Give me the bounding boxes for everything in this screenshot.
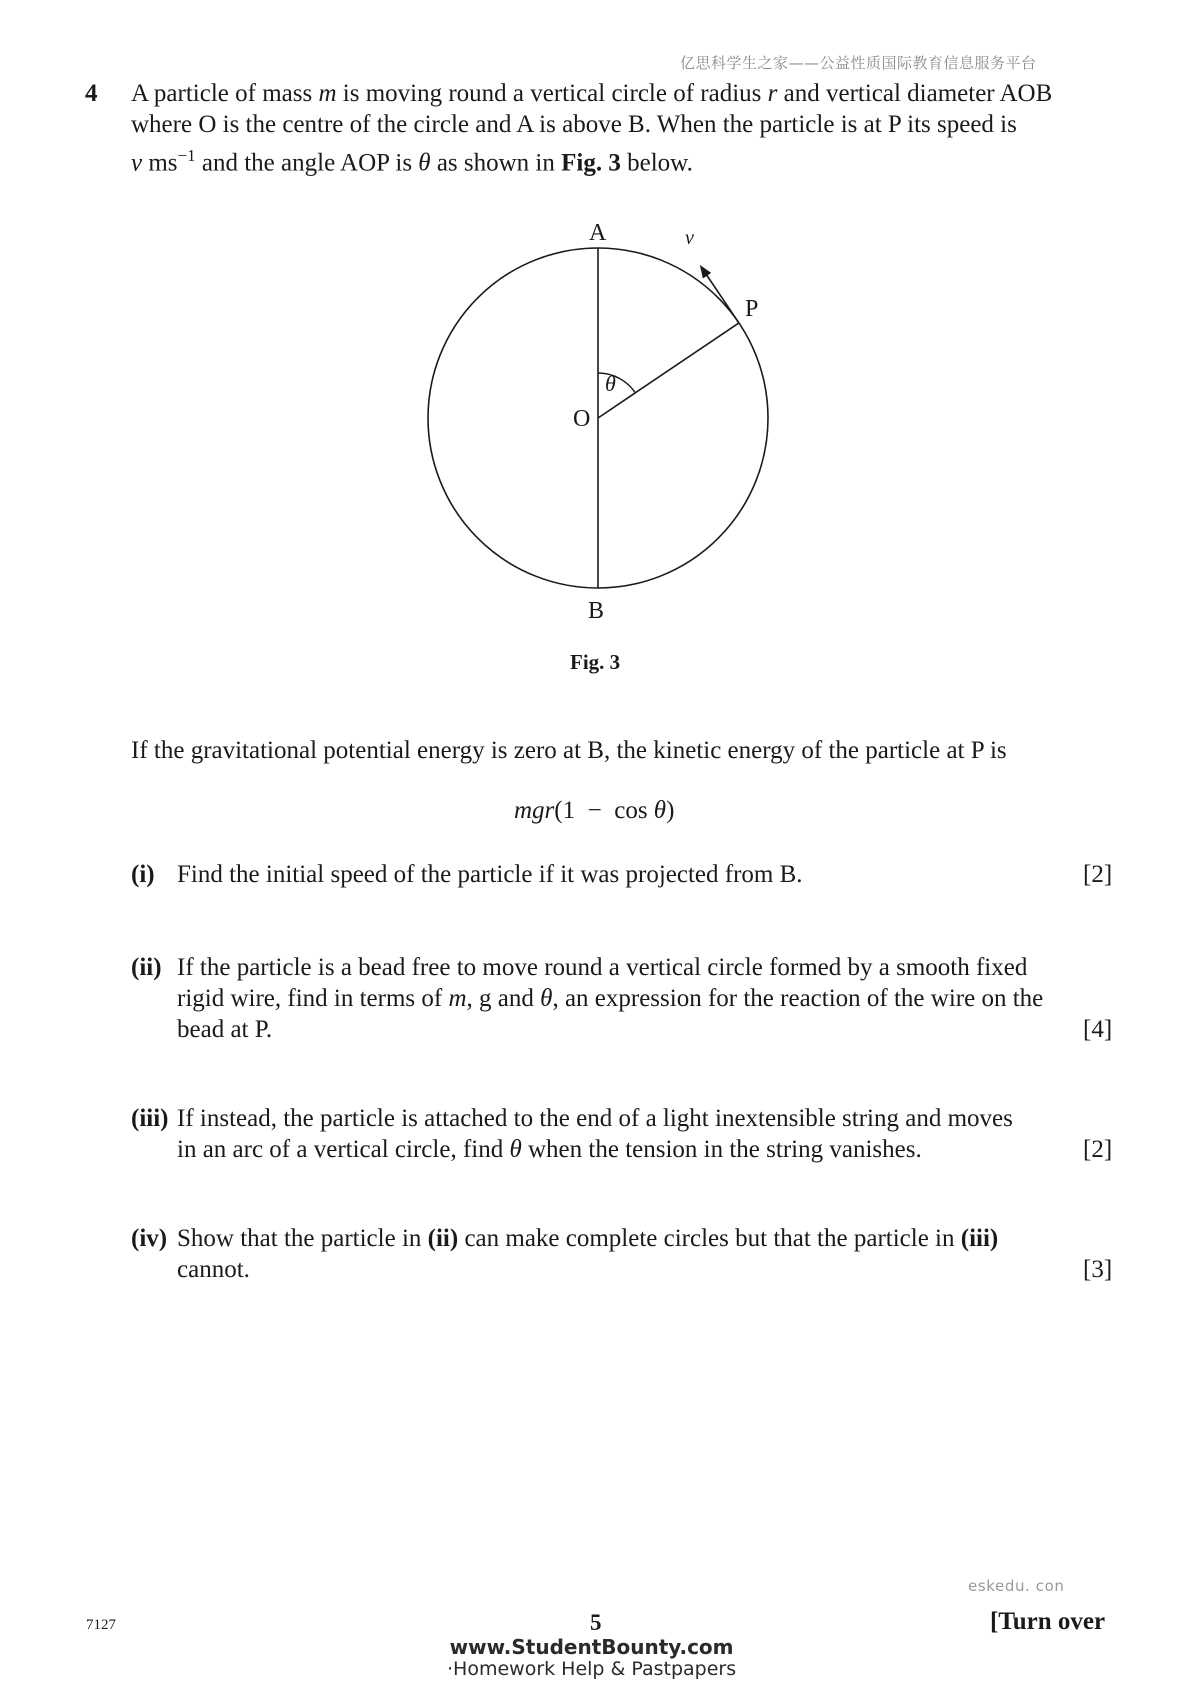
part-iv-line-2: cannot. — [177, 1256, 250, 1283]
figure-caption: Fig. 3 — [570, 650, 621, 674]
label-A: A — [589, 220, 607, 246]
part-ii-marks: [4] — [1083, 1016, 1113, 1043]
part-ii-line-3: bead at P. — [177, 1016, 273, 1043]
label-O: O — [573, 406, 591, 432]
part-iii-line-2: in an arc of a vertical circle, find θ when the tension in the string vanishes. — [177, 1136, 922, 1163]
part-iii-label: (iii) — [131, 1105, 169, 1132]
label-P: P — [745, 296, 759, 322]
part-iii-marks: [2] — [1083, 1136, 1113, 1163]
part-ii-label: (ii) — [131, 954, 162, 981]
velocity-arrow — [704, 272, 739, 323]
part-iv-line-1: Show that the particle in (ii) can make complete circles but that the particle in (iii) — [177, 1225, 999, 1252]
watermark-text: eskedu. con — [968, 1577, 1065, 1595]
part-iv — [131, 1223, 1111, 1293]
part-ii-line-1: If the particle is a bead free to move round a vertical circle formed by a smooth fixed — [177, 954, 1028, 981]
part-ii-text — [177, 952, 1107, 1045]
part-i-marks: [2] — [1083, 861, 1113, 888]
question-number: 4 — [85, 80, 98, 107]
header-note: 亿思科学生之家——公益性质国际教育信息服务平台 — [680, 54, 1037, 72]
question-intro — [131, 78, 1111, 178]
radius-OP — [598, 323, 739, 418]
label-theta: θ — [605, 371, 616, 396]
part-ii-line-2: rigid wire, find in terms of m, g and θ, an expression for the reaction of the wire on the — [177, 985, 1044, 1012]
part-i-text: Find the initial speed of the particle if it was projected from B. — [177, 861, 803, 888]
part-iv-text — [177, 1223, 1107, 1285]
part-iv-marks: [3] — [1083, 1256, 1113, 1283]
intro-line-2: where O is the centre of the circle and A is above B. When the particle is at P its speed is — [131, 111, 1017, 138]
logo-line-2: ·Homework Help & Pastpapers — [447, 1658, 737, 1680]
logo-line-1: www.StudentBounty.com — [449, 1635, 734, 1659]
angle-arc — [598, 373, 635, 393]
kinetic-energy-formula: mgr(1 − cos θ) — [514, 797, 675, 824]
figure-3-diagram — [400, 210, 800, 640]
part-iv-label: (iv) — [131, 1225, 168, 1252]
part-ii — [131, 952, 1111, 1052]
part-i-label: (i) — [131, 861, 155, 888]
label-v: v — [685, 227, 694, 249]
studentbounty-logo — [447, 1636, 736, 1680]
label-B: B — [588, 598, 605, 624]
intro-line-1: A particle of mass m is moving round a vertical circle of radius r and vertical diameter AOB — [131, 80, 1053, 107]
page-number: 5 — [590, 1610, 602, 1635]
velocity-arrowhead — [700, 265, 711, 279]
part-iii-text — [177, 1103, 1107, 1165]
paper-code: 7127 — [86, 1617, 116, 1633]
part-iii — [131, 1103, 1111, 1173]
intro-line-3: v $ms^{-1}$ and the angle AOP is θ as shown in Fig. 3 below. — [131, 146, 693, 177]
part-iii-line-1: If instead, the particle is attached to the end of a light inextensible string and moves — [177, 1105, 1013, 1132]
turn-over-label: [Turn over — [990, 1608, 1106, 1635]
part-i — [131, 859, 1111, 899]
energy-statement: If the gravitational potential energy is zero at B, the kinetic energy of the particle at P is — [131, 737, 1007, 764]
